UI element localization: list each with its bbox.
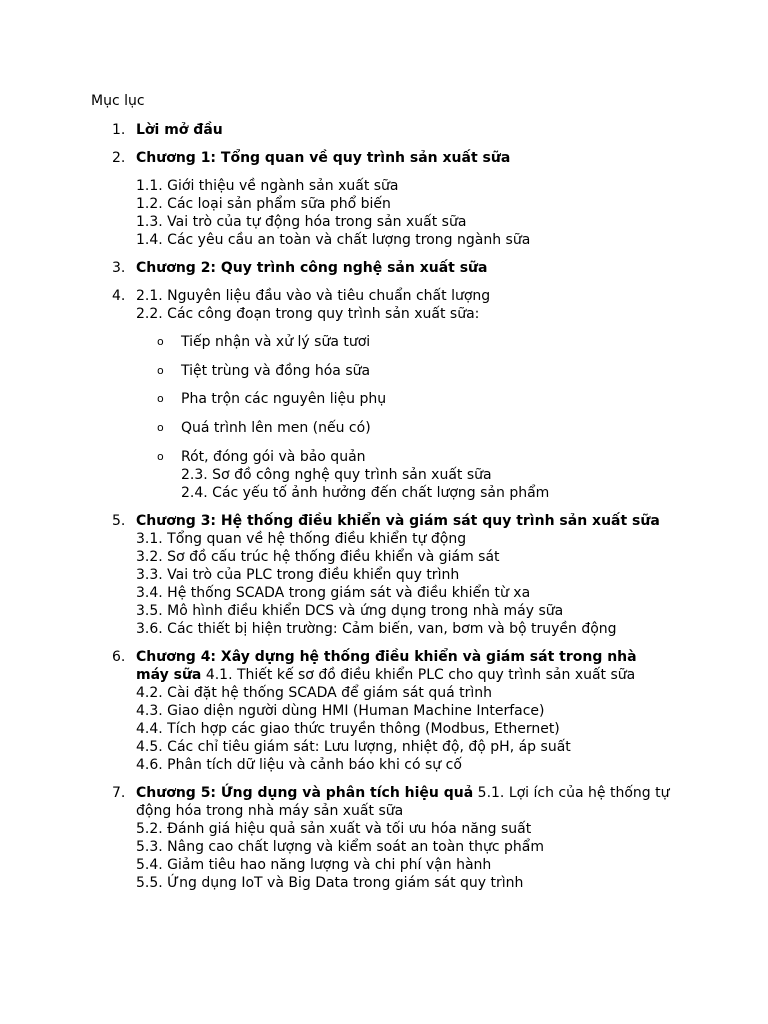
subsection-item: 1.4. Các yêu cầu an toàn và chất lượng trong ngành sữa	[136, 232, 531, 248]
subsection-item: 4.4. Tích hợp các giao thức truyền thông (Modbus, Ethernet)	[136, 721, 560, 737]
subsection-item: 2.2. Các công đoạn trong quy trình sản xuất sữa:	[136, 306, 480, 322]
subsection-item: 5.1. Lợi ích của hệ thống tự động hóa trong nhà máy sản xuất sữa	[136, 785, 670, 819]
list-number: 5.	[112, 513, 126, 529]
subsection-item: 4.5. Các chỉ tiêu giám sát: Lưu lượng, nhiệt độ, độ pH, áp suất	[136, 739, 571, 755]
section-heading-wrapped	[136, 784, 671, 820]
toc-title: Mục lục	[91, 93, 145, 109]
subsection-item: 2.3. Sơ đồ công nghệ quy trình sản xuất sữa	[181, 467, 492, 483]
bullet-marker: o	[157, 392, 164, 405]
bullet-marker: o	[157, 450, 164, 463]
list-number: 3.	[112, 260, 126, 276]
section-heading: Lời mở đầu	[136, 122, 223, 138]
list-number: 7.	[112, 785, 126, 801]
section-heading-wrapped	[136, 648, 671, 684]
list-number: 2.	[112, 150, 126, 166]
section-heading: Chương 5: Ứng dụng và phân tích hiệu quả	[136, 785, 474, 801]
bullet-item: Tiếp nhận và xử lý sữa tươi	[181, 334, 371, 350]
list-number: 1.	[112, 122, 126, 138]
subsection-item: 4.1. Thiết kế sơ đồ điều khiển PLC cho quy trình sản xuất sữa	[205, 667, 636, 683]
subsection-item: 5.3. Nâng cao chất lượng và kiểm soát an toàn thực phẩm	[136, 839, 544, 855]
subsection-item: 3.2. Sơ đồ cấu trúc hệ thống điều khiển và giám sát	[136, 549, 500, 565]
bullet-item: Quá trình lên men (nếu có)	[181, 420, 371, 436]
subsection-item: 4.3. Giao diện người dùng HMI (Human Machine Interface)	[136, 703, 545, 719]
subsection-item: 5.4. Giảm tiêu hao năng lượng và chi phí vận hành	[136, 857, 492, 873]
subsection-item: 5.5. Ứng dụng IoT và Big Data trong giám sát quy trình	[136, 875, 524, 891]
bullet-marker: o	[157, 364, 164, 377]
subsection-item: 1.3. Vai trò của tự động hóa trong sản xuất sữa	[136, 214, 467, 230]
subsection-item: 5.2. Đánh giá hiệu quả sản xuất và tối ưu hóa năng suất	[136, 821, 532, 837]
bullet-item: Pha trộn các nguyên liệu phụ	[181, 391, 387, 407]
bullet-marker: o	[157, 335, 164, 348]
bullet-item: Tiệt trùng và đồng hóa sữa	[181, 363, 371, 379]
subsection-item: 3.4. Hệ thống SCADA trong giám sát và điều khiển từ xa	[136, 585, 531, 601]
section-heading: Chương 2: Quy trình công nghệ sản xuất sữa	[136, 260, 488, 276]
subsection-item: 2.1. Nguyên liệu đầu vào và tiêu chuẩn chất lượng	[136, 288, 491, 304]
subsection-item: 2.4. Các yếu tố ảnh hưởng đến chất lượng sản phẩm	[181, 485, 550, 501]
subsection-item: 4.6. Phân tích dữ liệu và cảnh báo khi có sự cố	[136, 757, 462, 773]
bullet-item: Rót, đóng gói và bảo quản	[181, 449, 366, 465]
list-number: 6.	[112, 649, 126, 665]
section-heading: Chương 1: Tổng quan về quy trình sản xuất sữa	[136, 150, 511, 166]
subsection-item: 3.1. Tổng quan về hệ thống điều khiển tự động	[136, 531, 467, 547]
subsection-item: 1.1. Giới thiệu về ngành sản xuất sữa	[136, 178, 399, 194]
subsection-item: 3.5. Mô hình điều khiển DCS và ứng dụng trong nhà máy sữa	[136, 603, 564, 619]
section-heading: Chương 4: Xây dựng hệ thống điều khiển và giám sát trong nhà máy sữa	[136, 649, 637, 683]
subsection-item: 3.6. Các thiết bị hiện trường: Cảm biến, van, bơm và bộ truyền động	[136, 621, 617, 637]
bullet-marker: o	[157, 421, 164, 434]
list-number: 4.	[112, 288, 126, 304]
subsection-item: 4.2. Cài đặt hệ thống SCADA để giám sát quá trình	[136, 685, 493, 701]
section-heading: Chương 3: Hệ thống điều khiển và giám sát quy trình sản xuất sữa	[136, 513, 660, 529]
subsection-item: 1.2. Các loại sản phẩm sữa phổ biến	[136, 196, 391, 212]
subsection-item: 3.3. Vai trò của PLC trong điều khiển quy trình	[136, 567, 460, 583]
